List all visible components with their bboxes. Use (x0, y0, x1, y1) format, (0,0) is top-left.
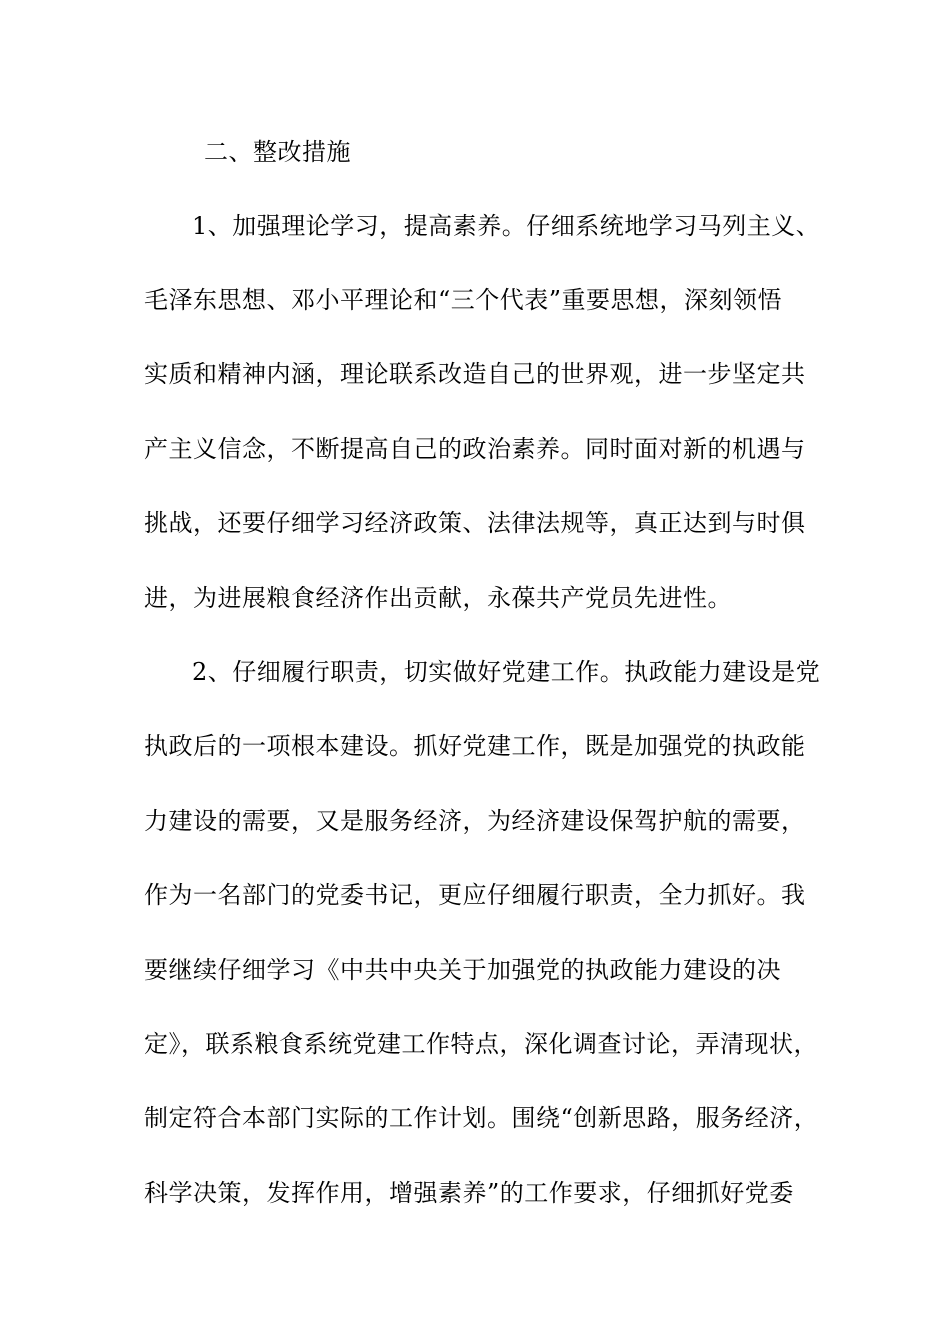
section-heading: 二、整改措施 (204, 138, 351, 166)
text-line: 2、仔细履行职责，切实做好党建工作。执政能力建设是党 (192, 658, 821, 686)
text-line: 科学决策，发挥作用，增强素养”的工作要求，仔细抓好党委 (144, 1179, 794, 1207)
text-line: 要继续仔细学习《中共中央关于加强党的执政能力建设的决 (144, 956, 781, 984)
text-line: 制定符合本部门实际的工作计划。围绕“创新思路，服务经济， (144, 1104, 819, 1132)
text-line: 毛泽东思想、邓小平理论和“三个代表”重要思想，深刻领悟 (144, 286, 783, 314)
text-line: 实质和精神内涵，理论联系改造自己的世界观，进一步坚定共 (144, 360, 806, 388)
text-line: 定》，联系粮食系统党建工作特点，深化调查讨论，弄清现状， (144, 1030, 818, 1058)
text-line: 作为一名部门的党委书记，更应仔细履行职责，全力抓好。我 (144, 881, 806, 909)
text-line: 执政后的一项根本建设。抓好党建工作，既是加强党的执政能 (144, 732, 806, 760)
text-line: 产主义信念，不断提高自己的政治素养。同时面对新的机遇与 (144, 435, 806, 463)
text-line: 1、加强理论学习，提高素养。仔细系统地学习马列主义、 (192, 212, 821, 240)
text-line: 力建设的需要，又是服务经济，为经济建设保驾护航的需要， (144, 807, 806, 835)
text-line: 进，为进展粮食经济作出贡献，永葆共产党员先进性。 (144, 584, 732, 612)
text-line: 挑战，还要仔细学习经济政策、法律法规等，真正达到与时俱 (144, 509, 806, 537)
